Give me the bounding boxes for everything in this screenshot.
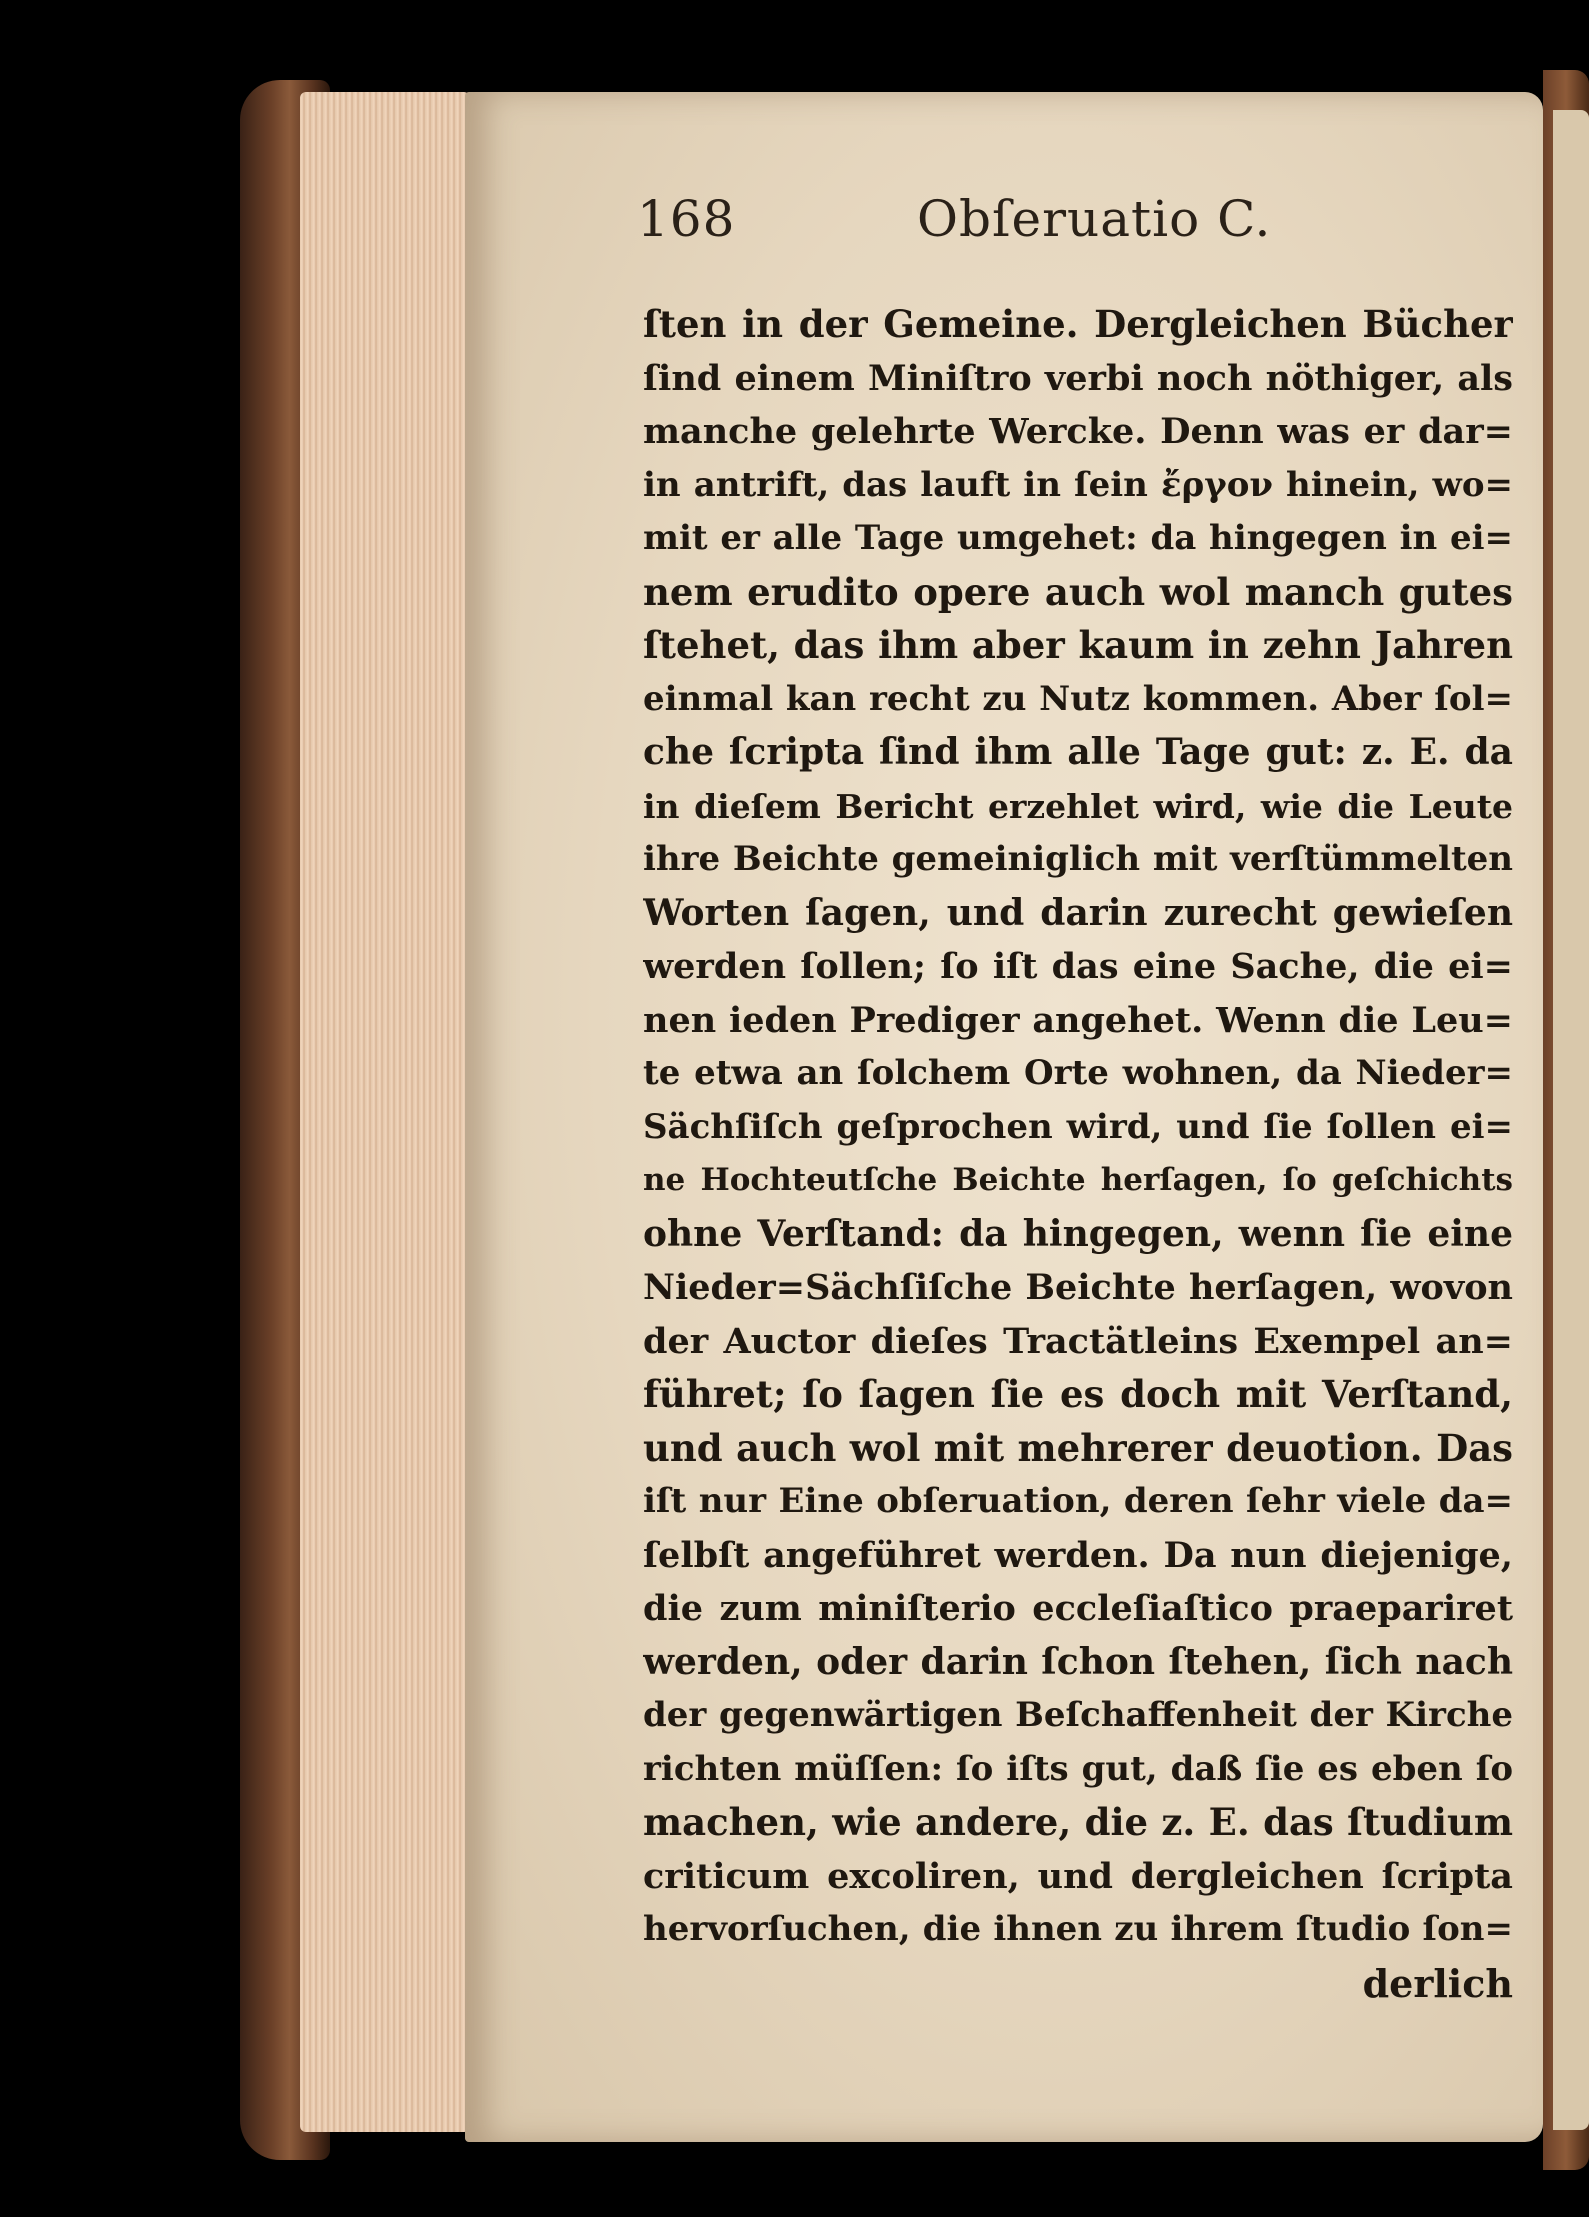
text-line: machen, wie andere, die z. E. das ſtudium: [643, 1800, 1513, 1844]
text-line: hervorſuchen, die ihnen zu ihrem ſtudio ſon=: [643, 1909, 1513, 1949]
text-line: mit er alle Tage umgehet: da hingegen in ei=: [643, 518, 1513, 558]
text-line: ſtehet, das ihm aber kaum in zehn Jahren: [643, 623, 1513, 667]
text-line: Worten ſagen, und darin zurecht gewieſen: [643, 891, 1513, 934]
page-number: 168: [637, 190, 736, 248]
body-text: [643, 298, 1513, 2010]
text-line: ſten in der Gemeine. Dergleichen Bücher: [643, 302, 1513, 346]
text-line: der gegenwärtigen Beſchaffenheit der Kirche: [643, 1695, 1513, 1735]
text-line: und auch wol mit mehrerer deuotion. Das: [643, 1425, 1513, 1470]
text-line: einmal kan recht zu Nutz kommen. Aber ſol=: [643, 678, 1513, 719]
page-edges: [300, 92, 470, 2132]
text-line: richten müſſen: ſo iſts gut, daß ſie es eben ſo: [643, 1748, 1513, 1789]
text-line: die zum miniſterio eccleſiaſtico praepariret: [643, 1588, 1513, 1629]
text-line: führet; ſo ſagen ſie es doch mit Verſtand,: [643, 1372, 1513, 1416]
text-line: ſelbſt angeführet werden. Da nun diejenige,: [643, 1534, 1513, 1576]
page-header: [637, 190, 1517, 260]
text-line: der Auctor dieſes Tractätleins Exempel an=: [643, 1320, 1513, 1362]
text-line: te etwa an ſolchem Orte wohnen, da Nieder=: [643, 1053, 1513, 1093]
text-line: iſt nur Eine obſeruation, deren ſehr viele da=: [643, 1481, 1513, 1521]
text-line: ohne Verſtand: da hingegen, wenn ſie eine: [643, 1212, 1513, 1255]
text-line: Nieder=Sächſiſche Beichte herſagen, wovon: [643, 1267, 1513, 1308]
text-line: nen ieden Prediger angehet. Wenn die Leu=: [643, 999, 1513, 1041]
text-line: in antrift, das lauft in ſein ἔργον hinein, wo=: [643, 464, 1513, 505]
text-line: Sächſiſch geſprochen wird, und ſie ſollen ei=: [643, 1106, 1513, 1147]
text-line: criticum excoliren, und dergleichen ſcripta: [643, 1855, 1513, 1897]
text-line: ſind einem Miniſtro verbi noch nöthiger, als: [643, 357, 1513, 399]
text-line: ihre Beichte gemeiniglich mit verſtümmelten: [643, 839, 1513, 879]
running-title: Obſeruatio C.: [917, 190, 1272, 248]
text-line: in dieſem Bericht erzehlet wird, wie die Leute: [643, 786, 1513, 826]
text-line: che ſcripta ſind ihm alle Tage gut: z. E. da: [643, 731, 1513, 773]
text-line: manche gelehrte Wercke. Denn was er dar=: [643, 411, 1513, 452]
text-line: nem erudito opere auch wol manch gutes: [643, 569, 1513, 614]
text-line: ne Hochteutſche Beichte herſagen, ſo geſchichts: [643, 1162, 1513, 1198]
text-line: werden ſollen; ſo iſt das eine Sache, die ei=: [643, 946, 1513, 987]
catchword: derlich: [1362, 1960, 1513, 2006]
facing-page-edge: [1553, 110, 1589, 2130]
text-line: werden, oder darin ſchon ſtehen, ſich nach: [643, 1640, 1513, 1683]
